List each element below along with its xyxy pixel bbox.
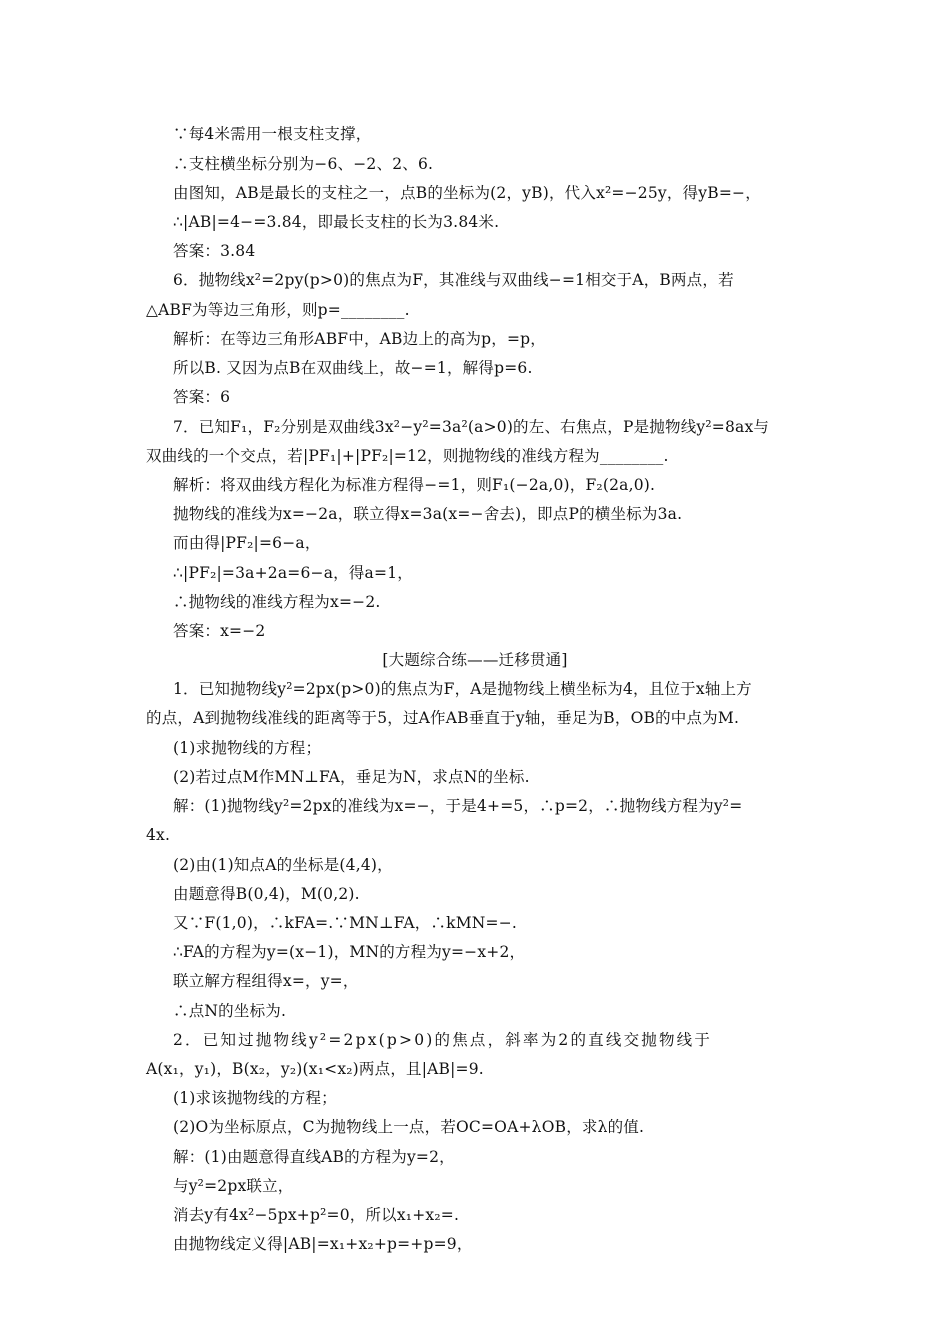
text-line: ∴抛物线的准线方程为x=−2. [173, 593, 381, 611]
answer-line: 答案：6 [173, 388, 231, 406]
text-line: 而由得|PF₂|=6−a， [173, 534, 321, 552]
text-line: △ABF为等边三角形，则p=________. [146, 301, 410, 319]
text-line: 联立解方程组得x=，y=， [173, 972, 359, 990]
text-line: 解析：将双曲线方程化为标准方程得−=1，则F₁(−2a,0)，F₂(2a,0). [173, 476, 656, 494]
text-line: ∵每4米需用一根支柱支撑， [173, 125, 372, 143]
text-line: 与y²=2px联立， [173, 1177, 294, 1195]
problem-2: 2．已知过抛物线y²=2px(p>0)的焦点，斜率为2的直线交抛物线于 [173, 1031, 713, 1049]
text-line: 由抛物线定义得|AB|=x₁+x₂+p=+p=9， [173, 1235, 473, 1253]
answer-line: 答案：3.84 [173, 242, 256, 260]
text-line: 双曲线的一个交点，若|PF₁|+|PF₂|=12，则抛物线的准线方程为________. [146, 447, 669, 465]
text-line: 的点，A到抛物线准线的距离等于5，过A作AB垂直于y轴，垂足为B，OB的中点为M. [146, 709, 740, 727]
text-line: 消去y有4x²−5px+p²=0，所以x₁+x₂=. [173, 1206, 460, 1224]
text-line: ∴点N的坐标为. [173, 1002, 287, 1020]
text-line: (2)若过点M作MN⊥FA，垂足为N，求点N的坐标. [173, 768, 530, 786]
problem-1: 1．已知抛物线y²=2px(p>0)的焦点为F，A是抛物线上横坐标为4，且位于x轴上方 [173, 680, 752, 698]
text-line: 所以B. 又因为点B在双曲线上，故−=1，解得p=6. [173, 359, 533, 377]
text-line: 解析：在等边三角形ABF中，AB边上的高为p，=p， [173, 330, 546, 348]
text-line: ∴|PF₂|=3a+2a=6−a，得a=1， [173, 564, 413, 582]
question-6: 6．抛物线x²=2py(p>0)的焦点为F，其准线与双曲线−=1相交于A，B两点，若 [173, 271, 734, 289]
text-line: (1)求抛物线的方程； [173, 739, 322, 757]
question-7: 7．已知F₁，F₂分别是双曲线3x²−y²=3a²(a>0)的左、右焦点，P是抛物线y²=8ax与 [173, 418, 770, 436]
text-line: (2)由(1)知点A的坐标是(4,4)， [173, 856, 393, 874]
text-line: 解：(1)抛物线y²=2px的准线为x=−，于是4+=5，∴p=2，∴抛物线方程为y²= [173, 797, 743, 815]
answer-line: 答案：x=−2 [173, 622, 266, 640]
text-line: 解：(1)由题意得直线AB的方程为y=2， [173, 1148, 455, 1166]
text-line: ∴|AB|=4−=3.84，即最长支柱的长为3.84米. [173, 213, 500, 231]
section-heading: [大题综合练——迁移贯通] [382, 651, 568, 669]
text-line: (1)求该抛物线的方程； [173, 1089, 337, 1107]
text-line: A(x₁，y₁)，B(x₂，y₂)(x₁<x₂)两点，且|AB|=9. [146, 1060, 484, 1078]
text-line: ∴支柱横坐标分别为−6、−2、2、6. [173, 155, 434, 173]
text-line: 4x. [146, 826, 171, 844]
text-line: 由图知，AB是最长的支柱之一，点B的坐标为(2，yB)，代入x²=−25y，得yB=−， [173, 184, 761, 202]
text-line: (2)O为坐标原点，C为抛物线上一点，若OC=OA+λOB，求λ的值. [173, 1118, 645, 1136]
text-line: 又∵F(1,0)，∴kFA=.∵MN⊥FA，∴kMN=−. [173, 914, 518, 932]
text-line: 抛物线的准线为x=−2a，联立得x=3a(x=−舍去)，即点P的横坐标为3a. [173, 505, 683, 523]
text-line: 由题意得B(0,4)，M(0,2). [173, 885, 360, 903]
text-line: ∴FA的方程为y=(x−1)，MN的方程为y=−x+2， [173, 943, 526, 961]
